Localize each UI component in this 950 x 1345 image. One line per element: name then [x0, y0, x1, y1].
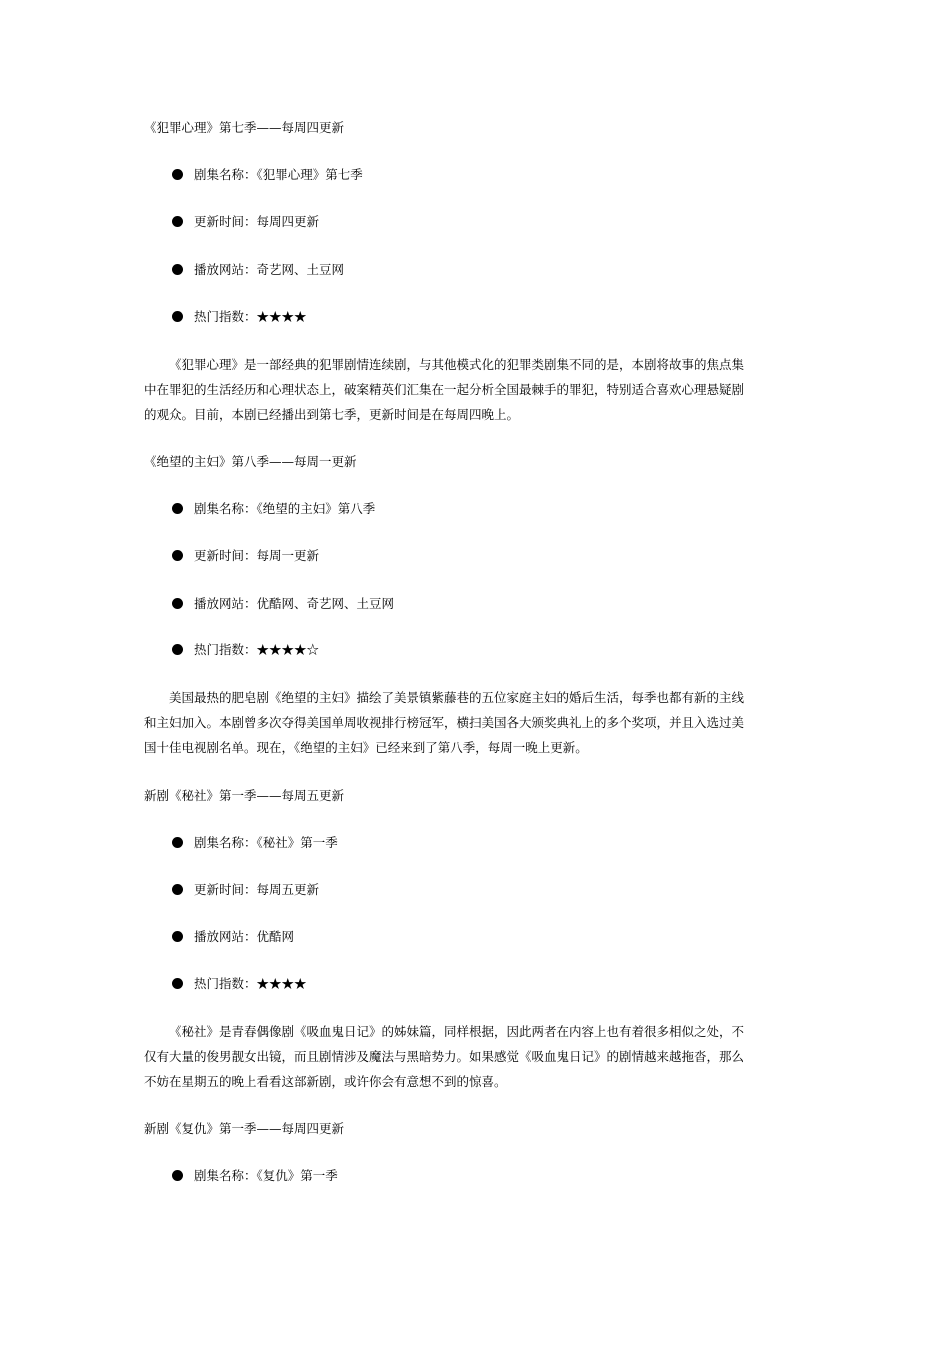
bullet-item-text: 播放网站：优酷网、奇艺网、土豆网	[194, 596, 395, 611]
section-paragraph: 《秘社》是青春偶像剧《吸血鬼日记》的姊妹篇，同样根据，因此两者在内容上也有着很多相似之处，不仅有大量的俊男靓女出镜，而且剧情涉及魔法与黑暗势力。如果感觉《吸血鬼日记》的剧情越来越拖沓，那么不妨在星期五的晚上看看这部新剧，或许你会有意想不到的惊喜。	[144, 1024, 745, 1089]
bullet-item	[172, 1167, 338, 1185]
bullet-dot-icon	[172, 503, 183, 514]
bullet-item-text: 播放网站：优酷网	[194, 929, 295, 944]
bullet-dot-icon	[172, 550, 183, 561]
bullet-dot-icon	[172, 216, 183, 227]
bullet-item-text: 剧集名称：《犯罪心理》第七季	[194, 167, 363, 182]
bullet-item	[172, 834, 338, 852]
bullet-dot-icon	[172, 311, 183, 322]
bullet-item	[172, 261, 344, 279]
section-heading: 新剧《复仇》第一季——每周四更新	[144, 1121, 345, 1136]
bullet-item	[172, 595, 394, 613]
bullet-item-text: 播放网站：奇艺网、土豆网	[194, 262, 345, 277]
bullet-item	[172, 928, 294, 946]
bullet-dot-icon	[172, 884, 183, 895]
bullet-item	[172, 547, 319, 565]
bullet-item-text: 热门指数：★★★★☆	[194, 642, 320, 657]
bullet-dot-icon	[172, 264, 183, 275]
section-paragraph: 《犯罪心理》是一部经典的犯罪剧情连续剧，与其他模式化的犯罪类剧集不同的是，本剧将故事的焦点集中在罪犯的生活经历和心理状态上，破案精英们汇集在一起分析全国最棘手的罪犯，特别适合喜欢心理悬疑剧的观众。目前，本剧已经播出到第七季，更新时间是在每周四晚上。	[144, 357, 745, 422]
bullet-dot-icon	[172, 644, 183, 655]
bullet-item	[172, 308, 307, 326]
bullet-item	[172, 500, 375, 518]
bullet-dot-icon	[172, 931, 183, 942]
bullet-dot-icon	[172, 837, 183, 848]
section-paragraph: 美国最热的肥皂剧《绝望的主妇》描绘了美景镇紫藤巷的五位家庭主妇的婚后生活，每季也都有新的主线和主妇加入。本剧曾多次夺得美国单周收视排行榜冠军，横扫美国各大颁奖典礼上的多个奖项，并且入选过美国十佳电视剧名单。现在，《绝望的主妇》已经来到了第八季，每周一晚上更新。	[144, 690, 745, 755]
bullet-dot-icon	[172, 1170, 183, 1181]
bullet-item	[172, 881, 319, 899]
bullet-item-text: 更新时间：每周一更新	[194, 548, 320, 563]
bullet-item-text: 热门指数：★★★★	[194, 976, 307, 991]
bullet-dot-icon	[172, 978, 183, 989]
bullet-item-text: 热门指数：★★★★	[194, 309, 307, 324]
bullet-item	[172, 213, 319, 231]
section-heading: 《犯罪心理》第七季——每周四更新	[144, 120, 345, 135]
bullet-item-text: 更新时间：每周四更新	[194, 214, 320, 229]
bullet-item-text: 更新时间：每周五更新	[194, 882, 320, 897]
bullet-item	[172, 975, 307, 993]
bullet-item-text: 剧集名称：《绝望的主妇》第八季	[194, 501, 376, 516]
bullet-item-text: 剧集名称：《复仇》第一季	[194, 1168, 338, 1183]
bullet-item	[172, 641, 319, 659]
bullet-dot-icon	[172, 169, 183, 180]
section-heading: 《绝望的主妇》第八季——每周一更新	[144, 454, 357, 469]
section-heading: 新剧《秘社》第一季——每周五更新	[144, 788, 345, 803]
bullet-dot-icon	[172, 598, 183, 609]
bullet-item-text: 剧集名称：《秘社》第一季	[194, 835, 338, 850]
bullet-item	[172, 166, 363, 184]
